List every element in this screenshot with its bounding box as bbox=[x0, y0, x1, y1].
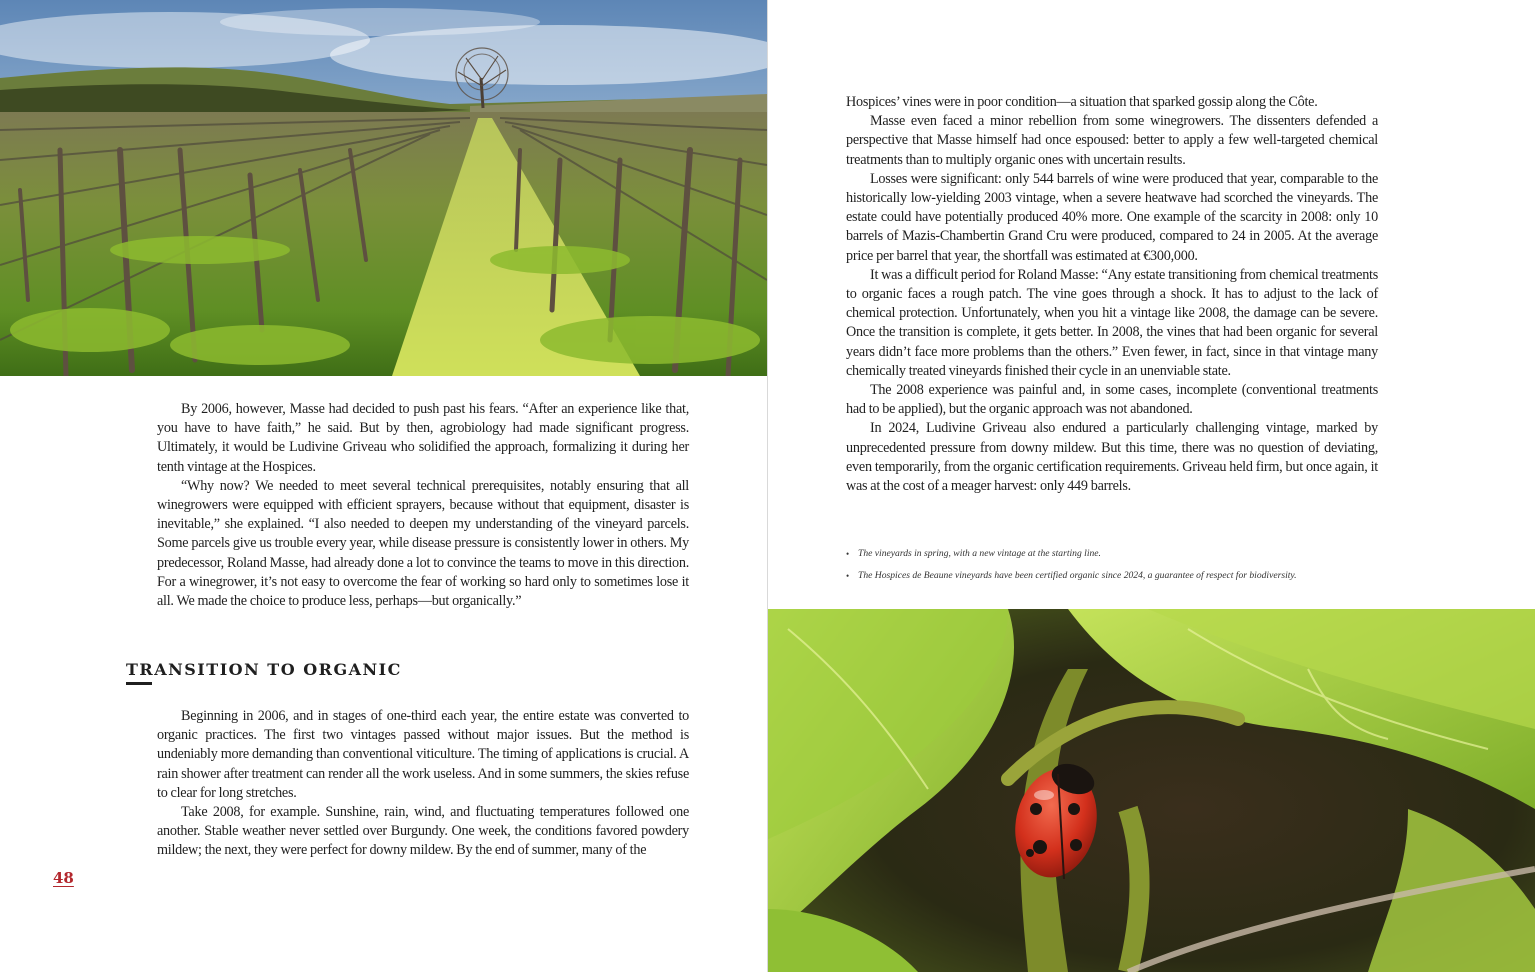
paragraph: In 2024, Ludivine Griveau also endured a particularly challenging vintage, marked by unprecedented pressure from downy mildew. But this time, there was no question of deviating, even temporarily, from the organic certification requirements. Griveau held firm, but once again, it was at the cost of a meager harvest: only 449 barrels. bbox=[846, 420, 1378, 495]
vineyard-photo bbox=[0, 0, 767, 376]
caption-text: The Hospices de Beaune vineyards have been certified organic since 2024, a guarantee of respect for biodiversity. bbox=[858, 570, 1297, 581]
paragraph: Hospices’ vines were in poor condition—a situation that sparked gossip along the Côte. bbox=[846, 94, 1318, 110]
vineyard-photo-illustration bbox=[0, 0, 767, 376]
paragraph: The 2008 experience was painful and, in some cases, incomplete (conventional treatments had to be applied), but the organic approach was not abandoned. bbox=[846, 382, 1378, 418]
photo-captions bbox=[846, 548, 1466, 592]
body-column-left-top bbox=[157, 400, 689, 611]
ladybug-photo bbox=[768, 609, 1535, 972]
ladybug-photo-illustration bbox=[768, 609, 1535, 972]
body-column-right bbox=[846, 93, 1378, 496]
paragraph: Beginning in 2006, and in stages of one-third each year, the entire estate was converted to organic practices. The first two vintages passed without major issues. But the method is undeniably more demanding than conventional viticulture. The timing of applications is crucial. A rain shower after treatment can render all the work useless. And in some summers, the skies refuse to clear for long stretches. bbox=[157, 708, 689, 801]
paragraph: By 2006, however, Masse had decided to push past his fears. “After an experience like that, you have to have faith,” he said. But by then, agrobiology had made significant progress. Ultimately, it would be Ludivine Griveau who solidified the approach, formalizing it during her tenth vintage at the Hospices. bbox=[157, 401, 689, 475]
heading-underline-rule bbox=[126, 682, 152, 685]
section-heading: TRANSITION TO ORGANIC bbox=[126, 660, 402, 679]
caption-bullet: • bbox=[846, 571, 850, 581]
caption-text: The vineyards in spring, with a new vintage at the starting line. bbox=[858, 548, 1101, 559]
left-page bbox=[0, 0, 767, 972]
caption-bullet: • bbox=[846, 549, 850, 559]
right-page bbox=[768, 0, 1535, 972]
paragraph: Take 2008, for example. Sunshine, rain, wind, and fluctuating temperatures followed one another. Stable weather never settled over Burgundy. One week, the conditions favored powdery mildew; the next, they were perfect for downy mildew. By the end of summer, many of the bbox=[157, 804, 689, 859]
body-column-left-bottom bbox=[157, 707, 689, 861]
paragraph: Losses were significant: only 544 barrels of wine were produced that year, comparable to the historically low-yielding 2003 vintage, when a severe heatwave had scorched the vineyards. The estate could have potentially produced 40% more. One example of the scarcity in 2008: only 10 barrels of Mazis-Chambertin Grand Cru were produced, compared to 24 in 2005. At the average price per barrel that year, the shortfall was estimated at €300,000. bbox=[846, 170, 1378, 264]
caption-vineyard bbox=[846, 548, 1466, 560]
paragraph: It was a difficult period for Roland Masse: “Any estate transitioning from chemical treatments to organic faces a rough patch. The vine goes through a shock. It has to adjust to the lack of chemical protection. Unfortunately, when you hit a vintage like 2008, the damage can be severe. Once the transition is complete, it gets better. In 2008, the vines that had been organic for several years didn’t face more problems than the others.” Even fewer, in fact, since in that vintage many chemically treated vineyards finished their cycle in an unenviable state. bbox=[846, 266, 1378, 379]
paragraph: Masse even faced a minor rebellion from some winegrowers. The dissenters defended a perspective that Masse himself had once espoused: better to apply a few well-targeted chemical treatments than to multiply organic ones with uncertain results. bbox=[846, 113, 1378, 168]
page-number: 48 bbox=[53, 869, 74, 887]
paragraph: “Why now? We needed to meet several technical prerequisites, notably ensuring that all winegrowers were equipped with efficient sprayers, because without that equipment, disaster is inevitable,” she explained. “I also needed to deepen my understanding of the vineyard parcels. Some parcels give us trouble every year, while disease pressure is consistently lower in others. My predecessor, Roland Masse, had already done a lot to convince the teams to move in this direction. For a winegrower, it’s not easy to overcome the fear of working so hard only to sometimes lose it all. We made the choice to produce less, perhaps—but organically.” bbox=[157, 477, 689, 610]
caption-ladybug bbox=[846, 570, 1466, 582]
